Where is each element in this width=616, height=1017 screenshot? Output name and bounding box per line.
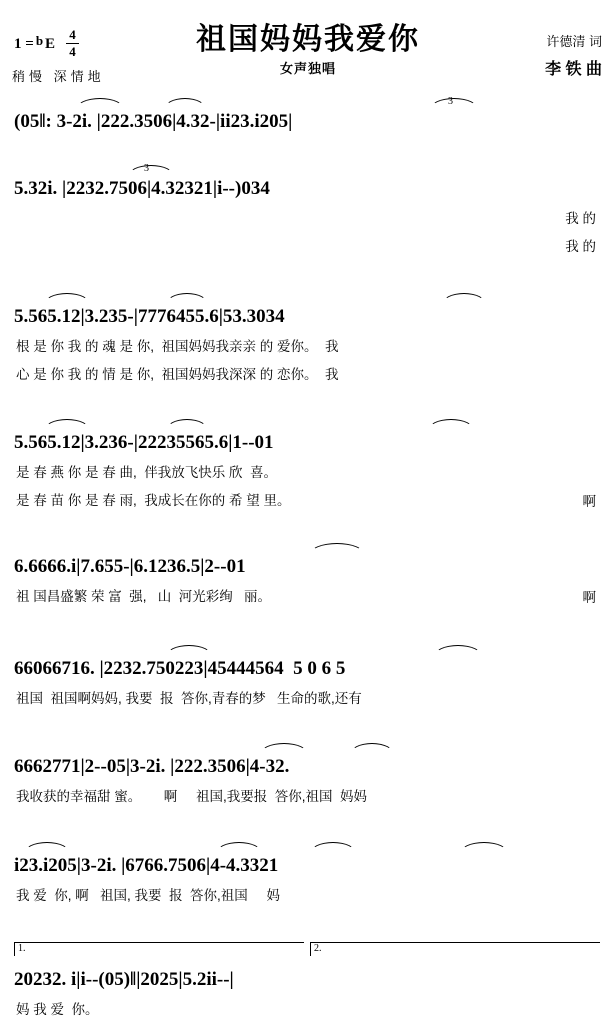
slur (310, 842, 356, 853)
lyric-line: 根 是 你 我 的 魂 是 你, 祖国妈妈我亲亲 的 爱你。 我 (16, 339, 339, 354)
notation-line: 66066716. |2232.750223|45444564 5 0 6 5 (14, 657, 346, 679)
lyric-line: 祖国 祖国啊妈妈, 我要 报 答你,青春的梦 生命的歌,还有 (16, 690, 362, 706)
notation-line: 6.6666.i|7.655-|6.1236.5|2--01 (14, 555, 246, 577)
lyric-line: 妈 我 爱 你。 (16, 1002, 99, 1017)
lyric-line: 啊 (582, 590, 596, 605)
slur (430, 98, 478, 109)
notation-line: 5.565.12|3.236-|22235565.6|1--01 (14, 432, 274, 453)
slur (44, 293, 90, 304)
triplet-marker: 3 (448, 96, 453, 107)
lyric-line: 是 春 燕 你 是 春 曲, 伴我放飞快乐 欣 喜。 (16, 465, 278, 480)
slur-group-1 (10, 98, 606, 112)
notation-line: 6662771|2--05|3-2i. |222.3506|4-32. (14, 756, 290, 777)
notation-line: (05‖: 3-2i. |222.3506|4.32-|ii23.i205| (14, 111, 293, 132)
key-label: 1 = (14, 36, 34, 52)
slur-group-8 (10, 842, 606, 856)
tempo-marking: 稍慢 深情地 (12, 69, 105, 84)
slur (24, 842, 70, 853)
composer-credit: 李 铁 曲 (545, 60, 602, 78)
music-system-5 (10, 543, 606, 605)
time-numerator: 4 (69, 27, 76, 42)
lyricist-credit: 许德清 词 (546, 34, 602, 49)
slur-group-5 (10, 543, 606, 557)
slur (216, 842, 262, 853)
lyric-line: 我收获的幸福甜 蜜。 啊 祖国,我要报 答你,祖国 妈妈 (16, 789, 368, 804)
slur (166, 645, 212, 656)
slur (164, 98, 206, 109)
lyric-line: 是 春 苗 你 是 春 雨, 我成长在你的 希 望 里。 (16, 492, 291, 508)
ending-number: 2. (314, 943, 322, 954)
lyric-line: 我 的 (565, 238, 596, 254)
music-system-6 (10, 645, 606, 706)
slur-group-4 (10, 419, 606, 433)
music-system-7 (10, 743, 606, 804)
score-header (0, 0, 616, 92)
flat-symbol: b (35, 32, 44, 48)
lyric-line: 祖 国昌盛繁 荣 富 强, 山 河光彩绚 丽。 (16, 588, 272, 604)
slur (310, 543, 364, 554)
music-system-3 (10, 293, 606, 381)
music-system-1 (10, 98, 606, 131)
music-system-9 (10, 942, 606, 1017)
notation-line: 5.565.12|3.235-|7776455.6|53.3034 (14, 306, 285, 327)
slur-group-9 (10, 942, 606, 964)
notation-line: i23.i205|3-2i. |6766.7506|4-4.3321 (14, 854, 279, 876)
slur (166, 419, 208, 430)
slur-group-7 (10, 743, 606, 757)
slur (260, 743, 308, 754)
ending-number: 1. (18, 943, 26, 954)
slur (428, 419, 474, 430)
lyric-line: 心 是 你 我 的 情 是 你, 祖国妈妈我深深 的 恋你。 我 (16, 366, 339, 382)
slur-group-6 (10, 645, 606, 659)
lyric-line: 我 的 (565, 211, 596, 226)
lyric-line: 啊 (582, 494, 596, 509)
slur-group-3 (10, 293, 606, 307)
key-letter: E (45, 36, 56, 52)
first-ending-bracket (14, 942, 304, 956)
music-system-4 (10, 419, 606, 509)
music-system-2 (10, 165, 606, 253)
slur (128, 165, 174, 176)
credits (545, 30, 602, 85)
slur (434, 645, 482, 656)
slur (442, 293, 486, 304)
performance-type: 女声独唱 (279, 61, 336, 76)
lyric-line: 我 爱 你, 啊 祖国, 我要 报 答你,祖国 妈 (16, 887, 281, 903)
slur (76, 98, 124, 109)
notation-line: 20232. i|i--(05)‖|2025|5.2ii--| (14, 969, 234, 990)
slur (44, 419, 90, 430)
slur (460, 842, 508, 853)
page-title: 祖国妈妈我爱你 (196, 23, 420, 56)
second-ending-bracket (310, 942, 600, 956)
triplet-marker: 3 (144, 163, 149, 174)
slur (166, 293, 208, 304)
notation-line: 5.32i. |2232.7506|4.32321|i--)034 (14, 178, 270, 199)
slur (350, 743, 394, 754)
slur-group-2 (10, 165, 606, 179)
time-denominator: 4 (69, 43, 76, 59)
music-system-8 (10, 842, 606, 903)
